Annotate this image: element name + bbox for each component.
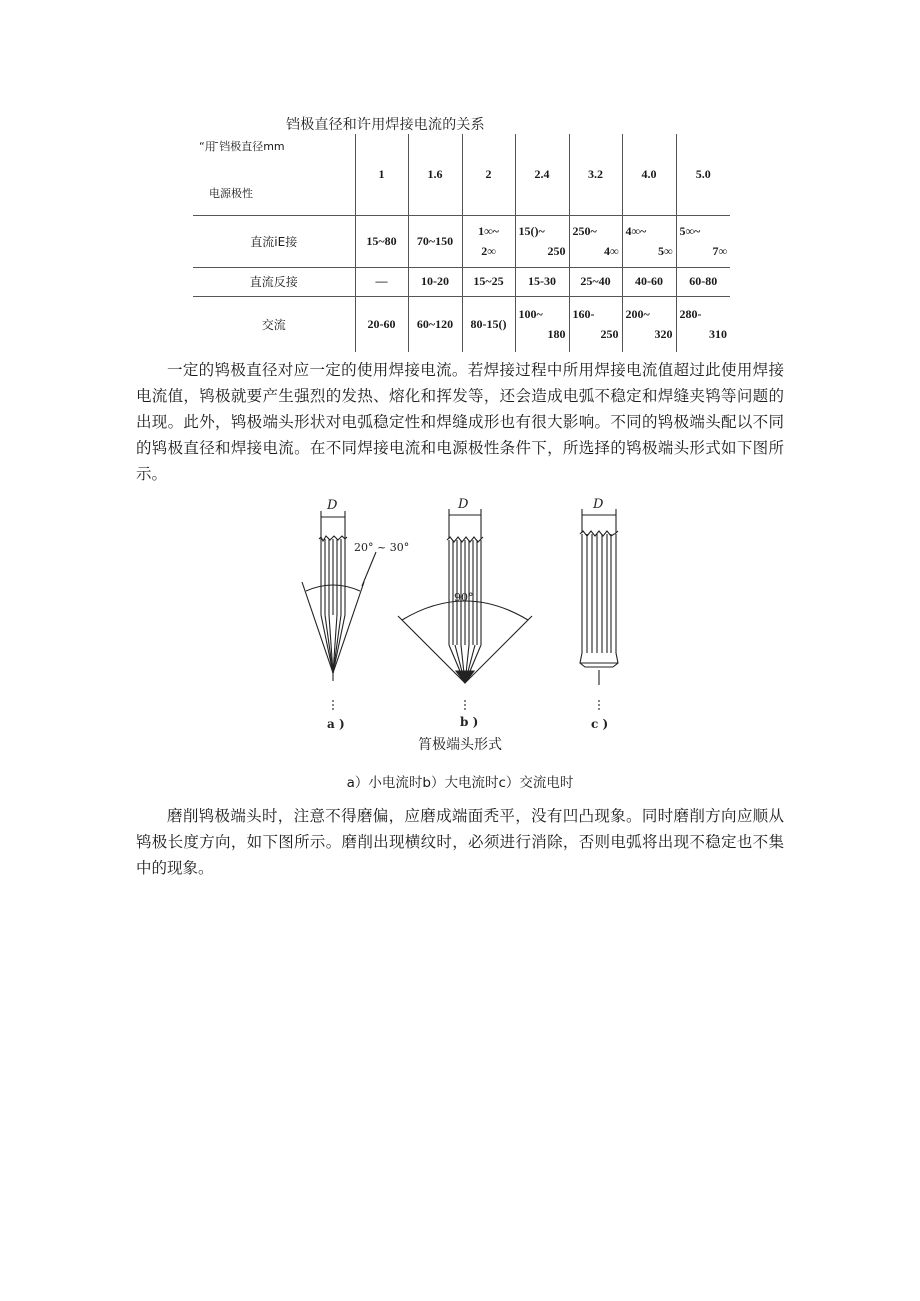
value-cell: 20-60 (355, 296, 408, 352)
table-row (193, 215, 730, 267)
table-row (193, 267, 730, 296)
angle-label-a: 20° ~ 30° (354, 541, 410, 554)
value-cell: 15~80 (355, 215, 408, 267)
value-cell: 60-80 (676, 267, 730, 296)
diameter-cell: 5.0 (676, 134, 730, 215)
value-cell (622, 215, 676, 267)
value-line: 1∞~ (478, 224, 499, 238)
angle-label-b: 90° (454, 591, 474, 604)
electrode-current-table (193, 134, 730, 352)
value-cell: 80-15() (462, 296, 515, 352)
value-cell (515, 296, 569, 352)
paragraph-electrode-current: 一定的鸨极直径对应一定的使用焊接电流。若焊接过程中所用焊接电流值超过此使用焊接电流值，鸨极就要产生强烈的发热、熔化和挥发等，还会造成电弧不稳定和焊缝夹鸨等问题的出现。此外，鸨极端头形状对电弧稳定性和焊缝成形也有很大影响。不同的鸨极端头配以不同的鸨极直径和焊接电流。在不同焊接电流和电源极性条件下，所选择的鸨极端头形式如下图所示。 (136, 361, 784, 483)
paragraph-grinding: 磨削鸨极端头时，注意不得磨偏，应磨成端面秃平，没有凹凸现象。同时磨削方向应顺从鸨极长度方向，如下图所示。磨削出现横纹时，必须进行消除，否则电弧将出现不稳定也不集中的现象。 (136, 807, 784, 877)
value-cell: 60~120 (408, 296, 462, 352)
value-cell (569, 296, 622, 352)
diameter-cell: 3.2 (569, 134, 622, 215)
diameter-label-b: D (458, 497, 469, 512)
value-cell: 70~150 (408, 215, 462, 267)
diameter-cell: 1.6 (408, 134, 462, 215)
diameter-label-c: D (593, 497, 604, 512)
diameter-cell: 2 (462, 134, 515, 215)
value-line: 250 (600, 327, 619, 342)
value-line: 250~ (572, 224, 597, 238)
value-line: 5∞ (657, 244, 673, 258)
split-value (466, 216, 512, 267)
table-header-row (193, 134, 730, 215)
value-cell: 15-30 (515, 267, 569, 296)
value-line: 310 (709, 327, 727, 342)
split-value (573, 297, 619, 353)
table-title: 铛极直径和许用焊接电流的关系 (286, 117, 485, 133)
value-line: 5∞~ (679, 224, 701, 238)
figure-caption: 筲极端头形式 (418, 737, 502, 753)
value-cell (515, 215, 569, 267)
value-line: 180 (547, 327, 566, 342)
split-value (519, 297, 566, 353)
value-cell: 10-20 (408, 267, 462, 296)
value-line: 2∞ (481, 244, 496, 258)
value-cell (676, 215, 730, 267)
table-header-cell (193, 134, 355, 215)
split-value (626, 297, 673, 353)
value-cell (676, 296, 730, 352)
split-value (680, 216, 728, 267)
diameter-label-a: D (327, 498, 338, 513)
value-line: 250 (547, 244, 566, 258)
sublabel-b: b ) (460, 715, 479, 729)
split-value (573, 216, 619, 267)
sublabel-a: a ) (327, 717, 345, 731)
value-line: 200~ (625, 307, 650, 322)
value-cell (462, 215, 515, 267)
header-polarity-label: 电源极性 (209, 186, 253, 200)
value-cell (622, 296, 676, 352)
row-label: 直流iE接 (193, 215, 355, 267)
diameter-cell: 4.0 (622, 134, 676, 215)
diameter-cell: 1 (355, 134, 408, 215)
value-line: 15()~ (518, 224, 545, 238)
value-cell: 25~40 (569, 267, 622, 296)
diameter-cell: 2.4 (515, 134, 569, 215)
value-cell (569, 215, 622, 267)
row-label: 直流反接 (193, 267, 355, 296)
table-row (193, 296, 730, 352)
value-cell: 15~25 (462, 267, 515, 296)
figure-subcaption: a）小电流时b）大电流时c）交流电时 (346, 775, 574, 791)
value-line: 320 (654, 327, 673, 342)
split-value (519, 216, 566, 267)
value-line: 100~ (518, 307, 543, 322)
sublabel-c: c ) (591, 717, 609, 731)
split-value (626, 216, 673, 267)
value-line: 4∞~ (625, 224, 647, 238)
row-label: 交流 (193, 296, 355, 352)
electrode-tip-figure (290, 495, 630, 745)
split-value (680, 297, 728, 353)
value-line: 4∞ (603, 244, 619, 258)
value-cell: 40-60 (622, 267, 676, 296)
value-line: 7∞ (712, 244, 727, 258)
value-cell: — (355, 267, 408, 296)
header-diameter-label: “用 ̄铛极直径mm (199, 140, 285, 153)
value-line: 160- (572, 307, 595, 322)
value-line: 280- (679, 307, 702, 322)
